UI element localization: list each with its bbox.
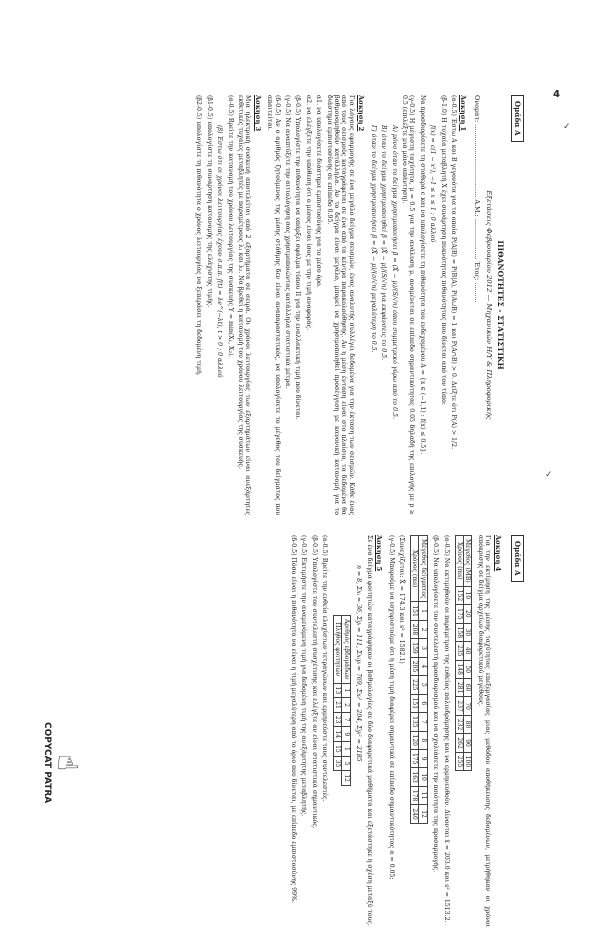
table-cell: 135 xyxy=(410,713,418,731)
thumbs-up-icon: ☝ xyxy=(51,754,84,772)
exercise-1-option-3: Γ) όταν το δείγμα χρησιμοποιήσει β = (X̄ − μ)/(σ/√n) μεγαλύτερη το 0.5. xyxy=(369,125,377,353)
table-cell: Χρόνος (ms) xyxy=(455,536,463,587)
exercise-1-option-1: Α) μόνο όταν το δείγμα χρησιμοποιήσει β = (X̄ − μ)/(S/√n) όπου συμμετρικό γύρω από το 0.5. xyxy=(390,125,398,419)
table-cell: Χρόνος (ms) xyxy=(410,536,418,602)
table-header-cell: 1 xyxy=(419,602,427,620)
table-header-cell: 20 xyxy=(463,605,471,623)
table-cell: 255 xyxy=(455,752,463,770)
table-cell: 175 xyxy=(410,749,418,767)
table-header-cell: 1 xyxy=(342,683,350,698)
table-header-cell: 1 xyxy=(342,742,350,757)
exercise-1-formula: f(x) = c(1 − x²), −1 ≤ x ≤ 1 ; 0 αλλού xyxy=(429,125,437,243)
data-table-1 xyxy=(455,535,473,771)
table-cell: 158 xyxy=(455,623,463,641)
exam-title: ΠΙΘΑΝΟΤΗΤΕΣ - ΣΤΑΤΙΣΤΙΚΗ xyxy=(495,240,505,370)
exercise-5-part-b: (β-0.5) Υπολογίστε τον συντελεστή συσχέτισης και ελέγξτε αν είναι στατιστικά σημαντικός. xyxy=(310,535,318,829)
table-header-cell: 2 xyxy=(342,698,350,713)
student-info-line: Ονοματ: .................................... Α.Μ.: .................... Έτος: .......... xyxy=(472,95,481,303)
exercise-5-part-a: (α-0.5) Βρείτε την ευθεία ελαχίστων τετραγώνων και ερμηνεύστε τους συντελεστές. xyxy=(321,535,329,802)
table-cell: 14 xyxy=(334,727,342,742)
table-cell: 232 xyxy=(455,715,463,733)
table-cell: 152 xyxy=(455,586,463,604)
table-header-cell: 10 xyxy=(419,768,427,786)
table-header-cell: 2 xyxy=(419,620,427,638)
table-header-cell: 12 xyxy=(419,805,427,823)
table-header-cell: 50 xyxy=(463,660,471,678)
exercise-2-part-a2: α2. να ελέγξετε την υπόθεση ότι ο μέσος είναι ίσος με την τιμή αναφοράς. xyxy=(304,95,312,331)
exercise-5-sums: n = 8, Σxᵢ = 36, Σyᵢ = 111, Σxᵢyᵢ = 769, Σxᵢ² = 204, Σyᵢ² = 2185 xyxy=(355,565,363,762)
table-cell: 163 xyxy=(410,768,418,786)
table-cell: 175 xyxy=(455,605,463,623)
stamp-label: COPYCAT PATRA xyxy=(42,722,52,804)
table-header-cell: Αριθμός εβδομάδων xyxy=(342,616,350,684)
table-header-cell: 60 xyxy=(463,678,471,696)
table-cell: 159 xyxy=(410,639,418,657)
table-header-cell: Μέγεθος δείγματος xyxy=(419,536,427,602)
exercise-4-part-a: (α-0.5) Να εκτιμηθούν οι παράμετροι της ευθείας παλινδρόμησης και να ερμηνευθούν. Δίνονται x̄ = 203.0 και s² = 1513.2. xyxy=(442,535,450,923)
table-header-cell: 70 xyxy=(463,697,471,715)
table-header-cell: 8 xyxy=(419,731,427,749)
exercise-1-heading: Άσκηση 1 xyxy=(459,95,468,132)
table-header-cell: 9 xyxy=(419,749,427,767)
exam-subtitle: Εξετάσεις Φεβρουαρίου 2012 — Μηχανικών Η/Υ & Πληροφορικής xyxy=(485,190,494,420)
page-number: 4 xyxy=(553,89,560,100)
table-header-cell: 90 xyxy=(463,734,471,752)
table-header-cell: 7 xyxy=(342,712,350,727)
exercise-5-text: Σε ένα δείγμα φοιτητών καταγράφηκαν οι βαθμολογίες σε δύο διαφορετικά μαθήματα και εξετάστηκε η σχέση μεταξύ τους. xyxy=(365,535,373,926)
exercise-4-text: Για την εκτίμηση της μέσης ταχύτητας επεξεργασίας μιας μεθόδου αποθήκευσης δεδομένων, μετρήθηκαν οι χρόνοι απόκρισης σε δείγμα αρχείων διαφορετικού μεγέθους. xyxy=(476,535,492,927)
table-header-cell: 10 xyxy=(463,586,471,604)
exercise-1-part-a: (α-0.5) Έστω Α και Β γεγονότα για τα οποία P(A|B) = P(B|A), P(A∪B) = 1 και P(A∩B) > 0. Δείξτε ότι P(A) > 1/2. xyxy=(449,95,457,450)
exercise-4-heading: Άσκηση 4 xyxy=(493,535,502,572)
table-cell: 262 xyxy=(455,734,463,752)
table-header-cell: Μέγεθος (MB) xyxy=(463,536,471,587)
exercise-2-part-b: (β-0.5) Υπολογίστε την πιθανότητα να υπάρξει σφάλμα τύπου ΙΙ για την εναλλακτική τιμή που δίνεται. xyxy=(294,95,302,420)
exercise-1-part-b: (β-1.0) Η τυχαία μεταβλητή X έχει συνάρτηση πυκνότητας πιθανότητας που δίνεται από τον τύπο: xyxy=(439,95,447,405)
table-cell: 151 xyxy=(410,602,418,620)
exercise-4-part-b: (β-0.5) Να υπολογίσετε τον συντελεστή προσδιορισμού και να σχολιάσετε την ποιότητα της προσαρμογής. xyxy=(432,535,440,872)
table-cell: 281 xyxy=(455,678,463,696)
exercise-2-text: Για λόγους εφαρμογής σε ένα μεγάλο δείγμα σεισμών, ένας αναλυτής συλλέγει δεδομένα για την έκταση των σεισμών. Κάθε ένας από τους σεισμούς καταγράφεται σε ένα από τα κέντρα παρακολούθησης. Αν η μέση ένταση είναι στο πλαίσιο, τα δεδομένα θα βαθμονομηθούν κατάλληλα. Αν το δείγμα είναι μεγάλο, μπορεί να χρησιμοποιηθεί προσέγγιση με κανονική κατανομή για το διάστημα εμπιστοσύνης σε επίπεδο 0.95. xyxy=(325,95,355,515)
table-cell: 21 xyxy=(334,698,342,713)
table-cell: 178 xyxy=(410,786,418,804)
left-page xyxy=(54,95,524,515)
table-cell: 13 xyxy=(334,683,342,698)
table-cell: 148 xyxy=(455,660,463,678)
table-header-cell: 4 xyxy=(419,657,427,675)
exercise-3-text: Μια ηλεκτρική συσκευή αποτελείται από 2 εξαρτήματα σε σειρά. Οι χρόνοι λειτουργίας των εξαρτημάτων είναι ανεξάρτητες εκθετικές τυχαίες μεταβλητές με παραμέτρους λ₁ και λ₂. Να βρεθεί η κατανομή του χρόνου λειτουργίας της συσκευής. xyxy=(237,95,252,515)
data-table-3 xyxy=(333,615,351,786)
table-cell: 235 xyxy=(455,642,463,660)
table-cell: 205 xyxy=(410,657,418,675)
exercise-2-heading: Άσκηση 2 xyxy=(357,95,366,132)
table-cell: 237 xyxy=(455,697,463,715)
exercise-2-part-c: (γ-0.5) Να αναπτύξετε την αιτιολόγηση σας χρησιμοποιώντας κατάλληλα στατιστικά μέτρα. xyxy=(284,95,292,389)
table-cell: 15 xyxy=(334,742,342,757)
exercise-3-part-b: (β) Έστω ότι οι χρόνοι λειτουργίας έχουν σ.π.π. f(t) = λe^(−λt), t > 0 ; 0 αλλού xyxy=(216,125,224,378)
exercise-5-part-c: (γ-0.5) Εκτιμήστε την αναμενόμενη τιμή για δεδομένη τιμή της ανεξάρτητης μεταβλητής. xyxy=(300,535,308,817)
exercise-5-heading: Άσκηση 5 xyxy=(375,535,384,572)
exercise-1-part-d: (γ-0.5) Η μέγιστη ταχύτητα, μ = 0.5 για την ανάλυση μ, αναμένεται σε επίπεδο σημαντικότητας 0.05 δηλαδή της επιλογής με p ≥ 0.5 (επιλέξτε μια μόνο απάντηση). xyxy=(400,95,416,515)
table-cell: 23 xyxy=(334,712,342,727)
table-header-cell: 5 xyxy=(419,676,427,694)
exercise-4-note: (Συνεχίζεται: X̄ = 174.3 και s² = 1582.1) xyxy=(397,535,405,664)
table-cell: 208 xyxy=(410,620,418,638)
exercise-1-part-c: Να προσδιορίσετε τη σταθερά c και να υπολογίσετε τη πιθανότητα του ενδεχομένου A = {x ∈ (−1,1) : f(x) ≤ 0.5}. xyxy=(418,95,426,455)
table-header-cell: 7 xyxy=(419,713,427,731)
table-header-cell: 40 xyxy=(463,642,471,660)
exercise-4-part-c: (γ-0.5) Μπορούμε να ισχυριστούμε ότι η μέση τιμή διαφέρει σημαντικά σε επίπεδο σημαντικότητας α = 0.05; xyxy=(387,535,395,880)
table-header-cell: 5 xyxy=(342,756,350,771)
table-header-cell: 80 xyxy=(463,715,471,733)
data-table-2 xyxy=(410,535,428,824)
exercise-3-part-b2: (β2-0.5) υπολογίστε τη πιθανότητα ο χρόνος λειτουργίας να ξεπεράσει τη δεδομένη τιμή. xyxy=(195,95,203,376)
table-header-cell: 100 xyxy=(463,752,471,770)
right-page xyxy=(51,535,524,927)
group-label: Ομάδα Α xyxy=(511,535,524,582)
group-label: Ομάδα Α xyxy=(511,95,524,142)
table-cell: Πλήθος φοιτητών xyxy=(334,616,342,684)
exercise-2-part-a1: α1. να υπολογίσετε διάστημα εμπιστοσύνης για το μέσο όρο. xyxy=(315,95,323,288)
table-cell: 35 xyxy=(334,756,342,771)
table-header-cell: 12 xyxy=(342,771,350,786)
table-header-cell: 6 xyxy=(419,694,427,712)
table-header-cell: 11 xyxy=(419,786,427,804)
exercise-5-part-d: (δ-0.5) Πόσο είναι η πιθανότητα να είναι η τιμή μεγαλύτερη από το όριο που δίνεται, με επίπεδο εμπιστοσύνης 99%. xyxy=(289,535,297,903)
table-header-cell: 3 xyxy=(419,639,427,657)
table-cell: 120 xyxy=(410,731,418,749)
check-mark-icon: ✓ xyxy=(545,470,553,480)
scanned-exam-spread xyxy=(44,95,524,937)
table-cell: 240 xyxy=(410,805,418,823)
check-mark-icon: ✓ xyxy=(563,122,571,132)
table-header-cell: 9 xyxy=(342,727,350,742)
copycat-stamp xyxy=(42,722,82,803)
table-header-cell: 30 xyxy=(463,623,471,641)
exercise-3-heading: Άσκηση 3 xyxy=(253,95,262,132)
table-cell: 151 xyxy=(410,694,418,712)
exercise-3-part-b1: (β1-0.5) υπολογίστε τη συναρτηση κατανομής της ελάχιστης τιμής. xyxy=(205,95,213,308)
table-cell: 225 xyxy=(410,676,418,694)
exercise-2-part-d: (δ-0.5) Αν ο αριθμός ζητούμενος της μέσης στάθμης δεν είναι αναπαραστατικός, να υπολογίσετε το μέγεθος του δείγματος που απαιτείται. xyxy=(266,95,281,515)
exercise-3-part-a: (α-0.5) Βρείτε την κατανομή του χρόνου λειτουργίας της συσκευής Y = min(X₁, X₂). xyxy=(226,95,234,358)
exercise-1-option-2: Β) όταν το δείγμα χρησιμοποιηθεί β = |X̄ − μ|/(S/√n) για εκφάνσεις το 0.5. xyxy=(380,125,388,361)
